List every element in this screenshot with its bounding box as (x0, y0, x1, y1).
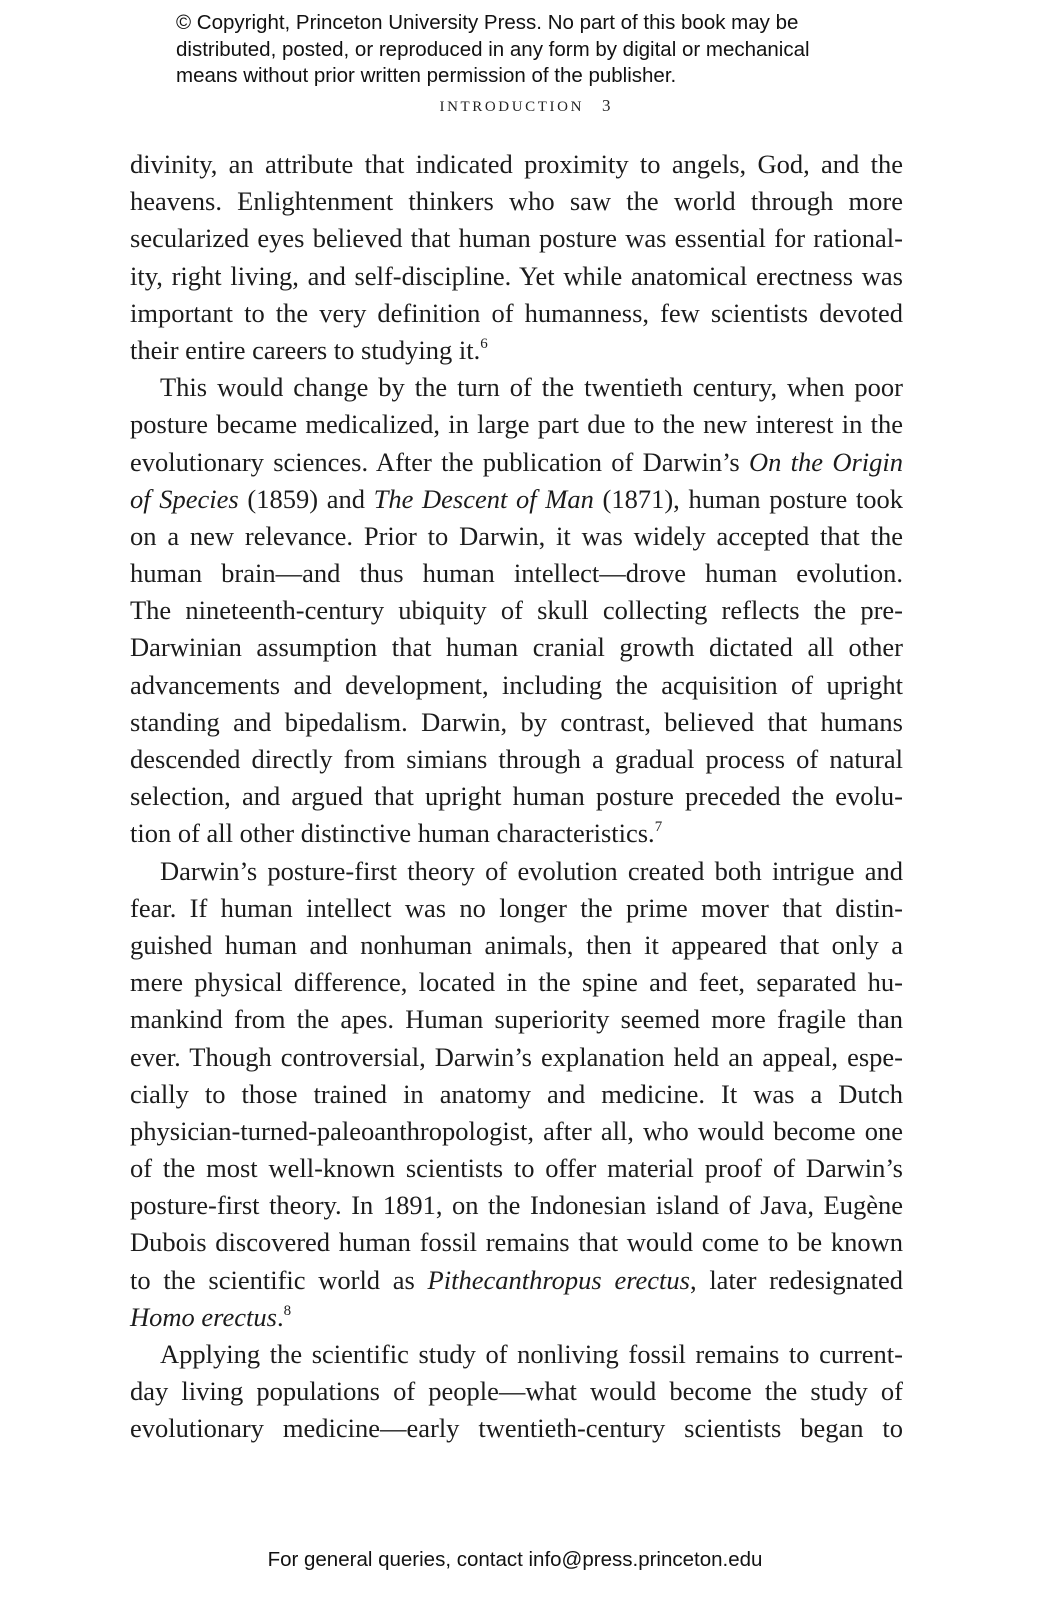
text-line: of Species (1859) and The Descent of Man (1871), human posture took (130, 483, 903, 514)
text-line: heavens. Enlightenment thinkers who saw the world through more (130, 186, 903, 217)
footnote-marker[interactable]: 6 (480, 335, 488, 352)
text-line: descended directly from simians through a gradual process of natural (130, 744, 903, 774)
text-line: human brain—and thus human intellect—drove human evolution. (130, 558, 903, 589)
footnote-marker[interactable]: 8 (283, 1302, 292, 1319)
text-line: ity, right living, and self-discipline. Yet while anatomical erectness was (130, 260, 903, 291)
text-line: Homo erectus.$^8$ (130, 1301, 292, 1332)
text-line: physician-turned-paleoanthropologist, after all, who would become one (130, 1115, 903, 1146)
text-line: This would change by the turn of the twentieth century, when poor (160, 372, 903, 403)
text-line: cially to those trained in anatomy and medicine. It was a Dutch (130, 1078, 903, 1109)
text-line: advancements and development, including the acquisition of upright (130, 669, 903, 700)
text-line: posture became medicalized, in large part due to the new interest in the (130, 409, 903, 440)
text-line: tion of all other distinctive human characteristics.$^7$ (130, 818, 663, 849)
copyright-line: © Copyright, Princeton University Press. No part of this book may be (176, 11, 799, 34)
text-line: Darwinian assumption that human cranial growth dictated all other (130, 632, 903, 663)
text-line: day living populations of people—what would become the study of (130, 1376, 903, 1407)
species-name: Pithecanthropus erectus (427, 1264, 690, 1295)
text-line: mankind from the apes. Human superiority seemed more fragile than (130, 1004, 903, 1035)
text-line: important to the very definition of humanness, few scientists devoted (130, 297, 903, 328)
footnote-marker[interactable]: 7 (654, 819, 663, 836)
text-line: posture-first theory. In 1891, on the Indonesian island of Java, Eugène (130, 1190, 903, 1221)
text-line: fear. If human intellect was no longer the prime mover that distin- (130, 892, 903, 923)
text-line: secularized eyes believed that human posture was essential for rational- (130, 223, 903, 254)
footer-contact: For general queries, contact info@press.princeton.edu (267, 1548, 763, 1571)
body-text (130, 146, 903, 1448)
copyright-notice (176, 10, 896, 90)
text-line: to the scientific world as Pithecanthropus erectus, later redesignated (130, 1264, 904, 1295)
text-line: Dubois discovered human fossil remains that would come to be known (130, 1227, 903, 1258)
text-line: evolutionary medicine—early twentieth-century scientists began to (130, 1413, 903, 1444)
running-head (0, 96, 1050, 116)
copyright-line: means without prior written permission of the publisher. (176, 64, 677, 87)
text-line: mere physical difference, located in the spine and feet, separated hu- (130, 967, 903, 998)
book-title: On the Origin (749, 446, 903, 477)
text-line: selection, and argued that upright human posture preceded the evolu- (130, 781, 903, 812)
text-line: on a new relevance. Prior to Darwin, it was widely accepted that the (130, 520, 903, 551)
species-name: Homo erectus (130, 1301, 277, 1332)
text-line: ever. Though controversial, Darwin’s explanation held an appeal, espe- (130, 1041, 903, 1072)
text-line: Applying the scientific study of nonliving fossil remains to current- (160, 1339, 903, 1369)
text-line: guished human and nonhuman animals, then it appeared that only a (130, 929, 903, 960)
running-head-title: INTRODUCTION (439, 99, 585, 115)
page-number: 3 (602, 96, 611, 115)
book-title: of Species (130, 483, 239, 514)
text-line: evolutionary sciences. After the publication of Darwin’s On the Origin (130, 446, 903, 477)
text-line: The nineteenth-century ubiquity of skull collecting reflects the pre- (130, 595, 903, 626)
copyright-line: distributed, posted, or reproduced in any form by digital or mechanical (176, 37, 810, 61)
text-line: divinity, an attribute that indicated proximity to angels, God, and the (130, 149, 903, 179)
book-title: The Descent of Man (373, 483, 594, 514)
text-line: their entire careers to studying it.$^6$ (130, 334, 488, 365)
text-line: standing and bipedalism. Darwin, by contrast, believed that humans (130, 706, 903, 737)
text-line: of the most well-known scientists to offer material proof of Darwin’s (130, 1153, 903, 1184)
text-line: Darwin’s posture-first theory of evolution created both intrigue and (160, 855, 903, 886)
